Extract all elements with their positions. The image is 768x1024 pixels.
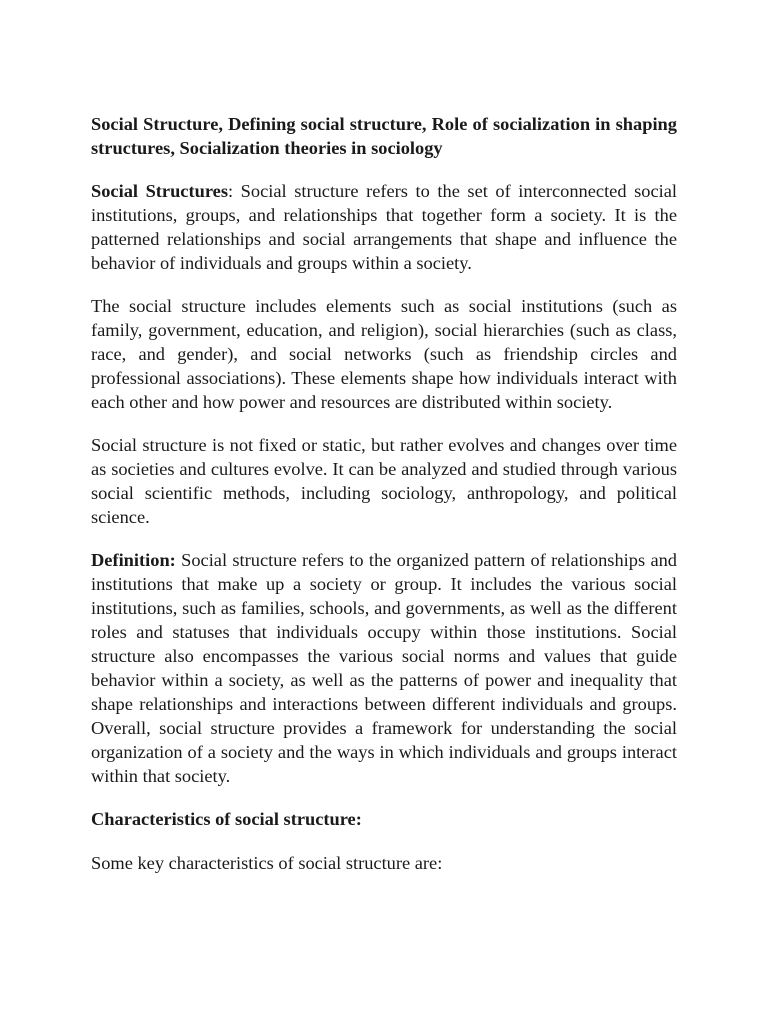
intro-term: Social Structures: [91, 181, 228, 201]
document-page: [91, 112, 677, 894]
document-title: Social Structure, Defining social structure, Role of socialization in shaping structures, Socialization theories in sociology: [91, 114, 677, 158]
characteristics-heading: Characteristics of social structure:: [91, 809, 362, 829]
elements-paragraph: The social structure includes elements such as social institutions (such as family, government, education, and religion), social hierarchies (such as class, race, and gender), and social networks (such as friendship circles and professional associations). These elements shape how individuals interact with each other and how power and resources are distributed within society.: [91, 296, 677, 412]
definition-label: Definition:: [91, 550, 176, 570]
intro-separator: :: [227, 181, 241, 201]
definition-text: Social structure refers to the organized pattern of relationships and institutions that make up a society or group. It includes the various social institutions, such as families, schools, and governments, as well as the different roles and statuses that individuals occupy within those institutions. Social structure also encompasses the various social norms and values that guide behavior within a society, as well as the patterns of power and inequality that shape relationships and interactions between different individuals and groups. Overall, social structure provides a framework for understanding the social organization of a society and the ways in which individuals and groups interact within that society.: [91, 550, 677, 786]
definition-paragraph: [91, 548, 677, 788]
evolves-paragraph: Social structure is not fixed or static, but rather evolves and changes over time as societies and cultures evolve. It can be analyzed and studied through various social scientific methods, including sociology, anthropology, and political science.: [91, 435, 677, 527]
intro-text: Social structure refers to the set of interconnected social institutions, groups, and relationships that together form a society. It is the patterned relationships and social arrangements that shape and influence the behavior of individuals and groups within a society.: [91, 181, 678, 273]
characteristics-intro: Some key characteristics of social structure are:: [91, 853, 443, 873]
intro-paragraph: [91, 179, 677, 275]
